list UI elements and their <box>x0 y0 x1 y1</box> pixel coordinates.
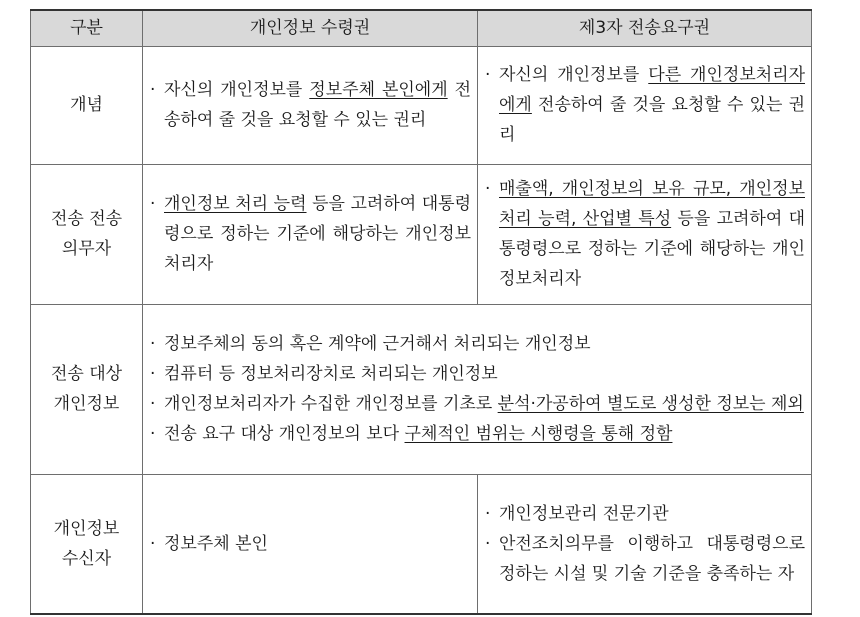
header-receipt-right: 개인정보 수령권 <box>143 10 478 46</box>
text-segment: 등을 고려하여 대통령령으로 정하는 기준에 해당하는 개인정보처리자 <box>164 194 472 274</box>
underlined-text: 구체적인 범위는 시행령을 통해 정함 <box>404 424 673 444</box>
cell-obligor-third-party <box>478 164 812 304</box>
text-segment: 자신의 개인정보를 <box>164 80 310 100</box>
bullet-item <box>484 174 805 294</box>
row-label-line: 의무자 <box>61 239 112 259</box>
bullet-item: · 개인정보관리 전문기관 <box>484 499 805 529</box>
underlined-text: 분석·가공하여 별도로 생성한 정보는 제외 <box>497 394 804 414</box>
cell-concept-third-party <box>478 46 812 164</box>
row-label-line: 개인정보 <box>53 518 120 539</box>
underlined-text: 정보주체 본인에게 <box>309 80 448 100</box>
cell-recipient-third-party <box>478 474 812 614</box>
text-segment: 등을 고려하여 대통령령으로 정하는 기준에 해당하는 개인정보처리자 <box>499 209 805 289</box>
row-label-line: 전송 전송 <box>50 209 123 229</box>
row-label-obligor <box>31 164 143 304</box>
row-label-target <box>31 304 143 474</box>
bullet-item: · 정보주체의 동의 혹은 계약에 근거해서 처리되는 개인정보 <box>149 329 805 359</box>
text-segment: 개인정보처리자가 수집한 개인정보를 기초로 <box>164 394 498 414</box>
comparison-table <box>30 9 812 615</box>
bullet-item <box>149 419 805 449</box>
header-third-party-right: 제3자 전송요구권 <box>478 10 812 46</box>
underlined-text: 개인정보 처리 능력 <box>164 194 307 214</box>
row-label-line: 수신자 <box>61 548 112 569</box>
table-row-recipient <box>31 474 812 614</box>
bullet-item <box>149 389 805 419</box>
text-segment: 전송하여 줄 것을 요청할 수 있는 권리 <box>499 95 805 145</box>
bullet-item: · 컴퓨터 등 정보처리장치로 처리되는 개인정보 <box>149 359 805 389</box>
cell-obligor-receipt <box>143 164 478 304</box>
row-label-line: 개인정보 <box>53 394 120 414</box>
row-label-line: 전송 대상 <box>50 364 123 384</box>
text-segment: 전송 요구 대상 개인정보의 보다 <box>164 424 405 444</box>
underlined-text: 다른 개인정보처리자에게 <box>499 65 806 115</box>
row-label-recipient <box>31 474 143 614</box>
table-row-target <box>31 304 812 474</box>
text-segment: 전송하여 줄 것을 요청할 수 있는 권리 <box>164 80 472 130</box>
bullet-item <box>149 189 471 279</box>
cell-concept-receipt <box>143 46 478 164</box>
bullet-item: · 안전조치의무를 이행하고 대통령령으로 정하는 시설 및 기술 기준을 충족하는 자 <box>484 529 805 589</box>
table-row-concept <box>31 46 812 164</box>
text-segment: 자신의 개인정보를 <box>499 65 649 85</box>
bullet-item <box>149 75 471 135</box>
underlined-text: 매출액, 개인정보의 보유 규모, 개인정보 처리 능력, 산업별 특성 <box>499 179 805 229</box>
bullet-item: · 정보주체 본인 <box>149 529 471 559</box>
cell-recipient-receipt <box>143 474 478 614</box>
header-category: 구분 <box>31 10 143 46</box>
header-row <box>31 10 812 46</box>
cell-target-merged <box>143 304 812 474</box>
bullet-item <box>484 60 805 150</box>
row-label-concept: 개념 <box>31 46 143 164</box>
table-row-obligor <box>31 164 812 304</box>
